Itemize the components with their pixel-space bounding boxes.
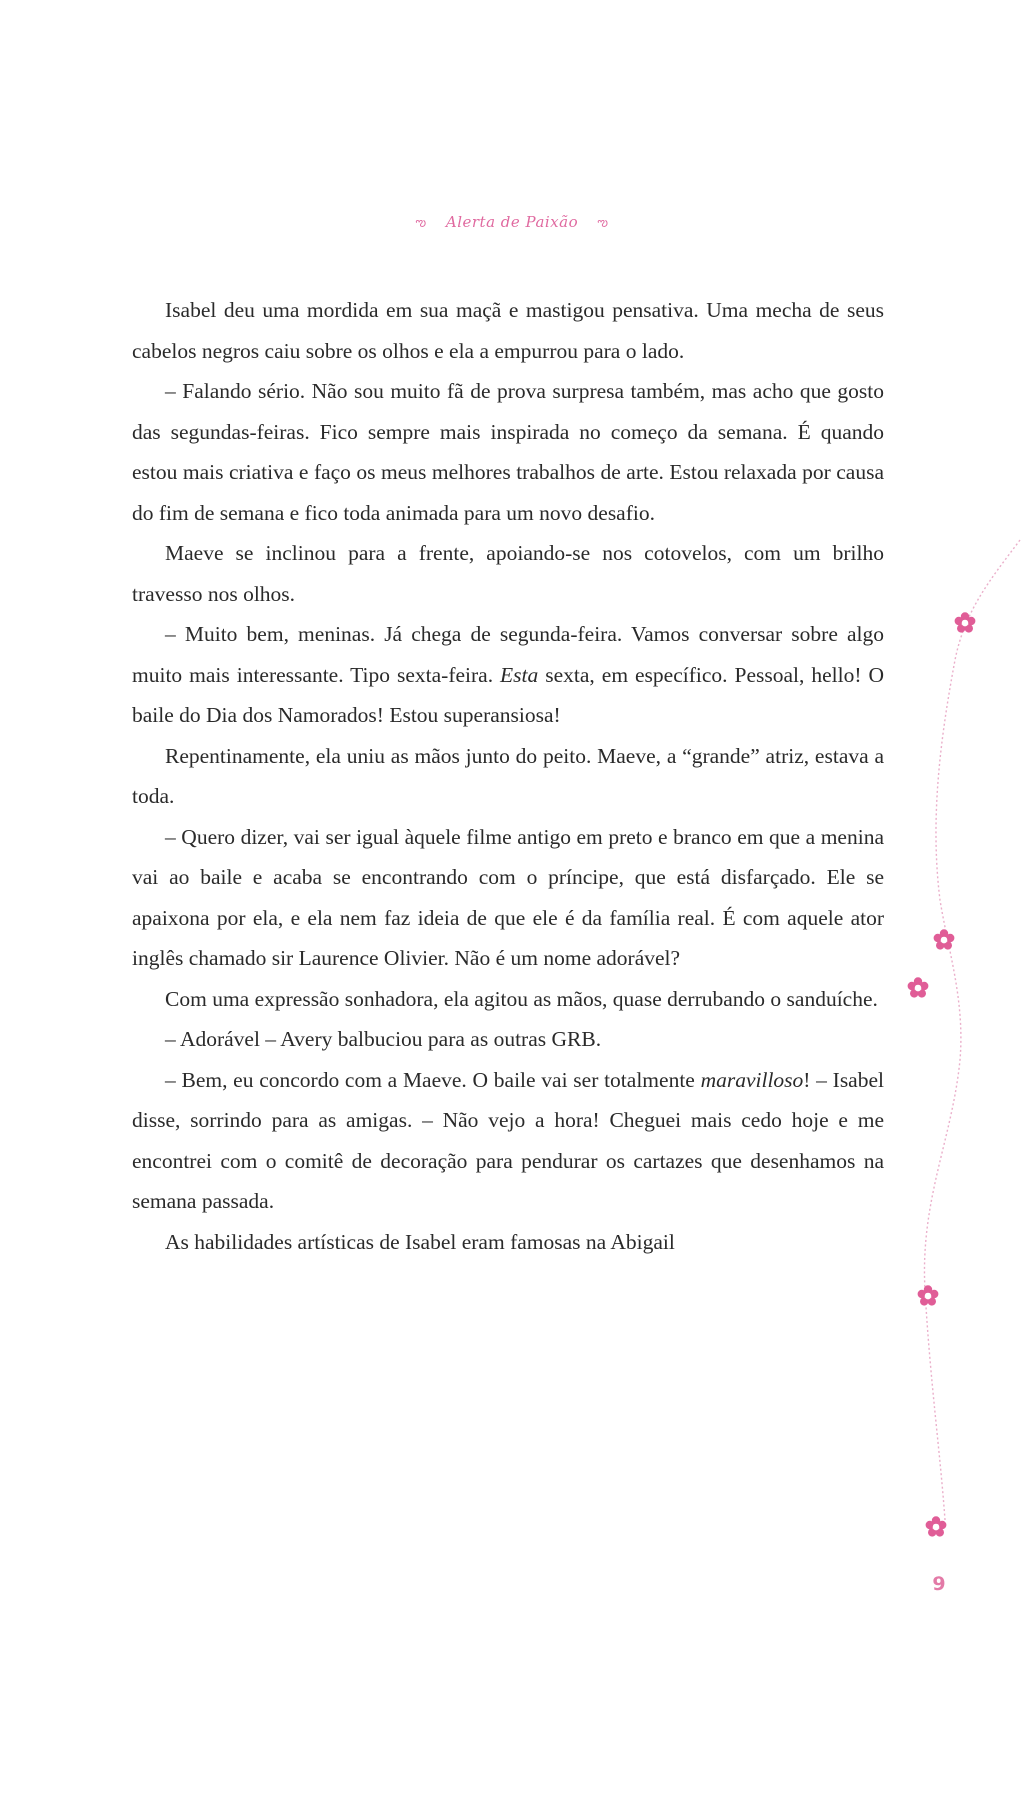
paragraph: Com uma expressão sonhadora, ela agitou as mãos, quase derrubando o sanduíche. bbox=[165, 986, 878, 1011]
ornament-right-icon: ఌ bbox=[597, 214, 609, 229]
flower-icon bbox=[924, 1515, 948, 1539]
body-text bbox=[132, 290, 884, 1262]
paragraph: – Adorável – Avery balbuciou para as outras GRB. bbox=[165, 1027, 602, 1051]
emphasis: maravilloso bbox=[700, 1067, 804, 1092]
paragraph: – Bem, eu concordo com a Maeve. O baile vai ser totalmente maravilloso! – Isabel disse, sorrindo para as amigas. – Não vejo a hora! Cheguei mais cedo hoje e me encontrei com o comitê de decoração para pendurar os cartazes que desenhamos na semana passada. bbox=[132, 1067, 884, 1213]
flower-icon bbox=[906, 976, 930, 1000]
paragraph: – Falando sério. Não sou muito fã de prova surpresa também, mas acho que gosto das segundas-feiras. Fico sempre mais inspirada no começo da semana. É quando estou mais criativa e faço os meus melhores trabalhos de arte. Estou relaxada por causa do fim de semana e fico toda animada para um novo desafio. bbox=[132, 379, 884, 525]
paragraph: Isabel deu uma mordida em sua maçã e mastigou pensativa. Uma mecha de seus cabelos negros caiu sobre os olhos e ela a empurrou para o lado. bbox=[132, 298, 884, 363]
flower-icon bbox=[953, 611, 977, 635]
paragraph: – Quero dizer, vai ser igual àquele filme antigo em preto e branco em que a menina vai ao baile e acaba se encontrando com o príncipe, que está disfarçado. Ele se apaixona por ela, e ela nem faz ideia de que ele é da família real. É com aquele ator inglês chamado sir Laurence Olivier. Não é um nome adorável? bbox=[132, 824, 884, 970]
running-title: Alerta de Paixão bbox=[445, 213, 579, 231]
paragraph: – Muito bem, meninas. Já chega de segunda-feira. Vamos conversar sobre algo muito mais interessante. Tipo sexta-feira. Esta sexta, em específico. Pessoal, hello! O baile do Dia dos Namorados! Estou superansiosa! bbox=[132, 622, 884, 727]
running-head bbox=[0, 213, 1024, 232]
paragraph: As habilidades artísticas de Isabel eram famosas na Abigail bbox=[165, 1229, 675, 1254]
paragraph: Maeve se inclinou para a frente, apoiando-se nos cotovelos, com um brilho travesso nos olhos. bbox=[132, 541, 884, 606]
flower-icon bbox=[932, 928, 956, 952]
page-number: 9 bbox=[932, 1573, 946, 1595]
paragraph: Repentinamente, ela uniu as mãos junto do peito. Maeve, a “grande” atriz, estava a toda. bbox=[132, 743, 884, 808]
emphasis: Esta bbox=[500, 662, 539, 687]
ornament-left-icon: ఌ bbox=[415, 214, 427, 229]
flower-icon bbox=[916, 1284, 940, 1308]
